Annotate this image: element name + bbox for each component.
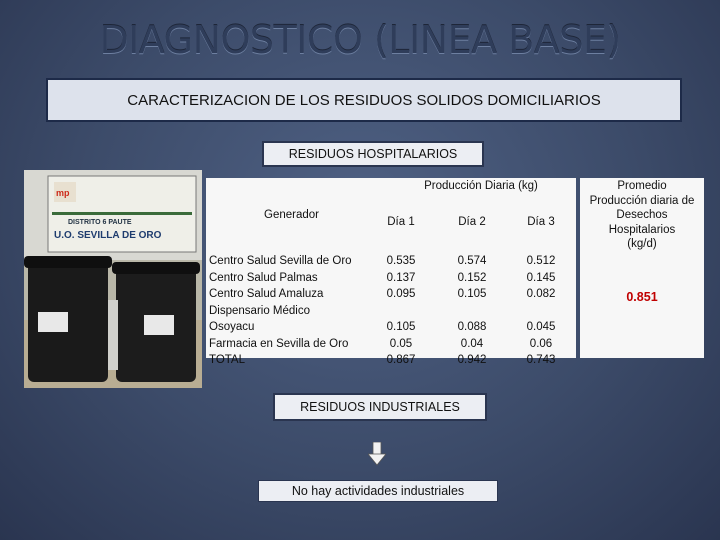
day2-header: Día 2 [458,216,486,228]
day1-value: 0.867 [386,354,416,366]
production-table [206,178,576,366]
day2-value: 0.105 [457,288,487,300]
sign-line1: DISTRITO 6 PAUTE [68,219,132,226]
day3-value: 0.045 [526,321,556,333]
day3-value: 0.082 [526,288,556,300]
table-row-name: Centro Salud Palmas [209,271,318,284]
production-header: Producción Diaria (kg) [424,180,538,192]
day2-value: 0.942 [457,354,487,366]
day1-value: 0.05 [389,337,413,350]
average-production-panel [580,178,704,358]
average-header-line: Producción diaria de [589,194,695,207]
industrial-note-box [258,480,498,502]
day1-value: 0.095 [386,288,416,300]
day2-value [442,303,502,320]
day1-column [371,253,431,369]
day1-value [371,303,431,320]
table-row-name: Osoyacu [209,321,255,333]
table-row-name: Farmacia en Sevilla de Oro [209,337,349,350]
day2-value: 0.574 [457,255,487,267]
hospital-section-label: RESIDUOS HOSPITALARIOS [288,147,458,161]
average-header [580,179,704,252]
day3-value: 0.743 [526,354,556,366]
day1-value: 0.535 [386,255,416,267]
day2-value: 0.152 [457,271,487,284]
sign-logo: mp [56,188,70,198]
hospital-section-box [262,141,484,167]
day3-value [511,303,571,320]
waste-bins-photo [24,170,202,388]
day3-header: Día 3 [527,216,555,228]
average-header-line: Desechos [616,209,668,221]
day1-header: Día 1 [387,216,415,228]
table-row-name: Centro Salud Sevilla de Oro [209,255,352,267]
day2-column [442,253,502,369]
average-header-line: Promedio [617,180,667,192]
sign-line2: U.O. SEVILLA DE ORO [54,230,162,241]
average-header-line: (kg/d) [627,238,657,250]
page-title: DIAGNOSTICO (LINEA BASE) [99,18,621,62]
day3-value: 0.145 [526,271,556,284]
average-value: 0.851 [626,290,658,304]
table-row-name: Dispensario Médico [209,304,310,317]
day2-value: 0.04 [460,337,484,350]
day2-value: 0.088 [457,321,487,333]
day3-column [511,253,571,369]
generator-header: Generador [264,209,319,221]
day1-value: 0.137 [386,271,416,284]
day3-value: 0.512 [526,255,556,267]
industrial-note: No hay actividades industriales [291,484,465,498]
day1-value: 0.105 [386,321,416,333]
average-header-line: Hospitalarios [608,223,676,236]
subtitle-banner [46,78,682,122]
industrial-section-box [273,393,487,421]
subtitle-text: CARACTERIZACION DE LOS RESIDUOS SOLIDOS DOMICILIARIOS [127,91,601,109]
generator-column [209,253,352,369]
industrial-section-label: RESIDUOS INDUSTRIALES [300,400,460,414]
arrow-down-icon [368,442,386,466]
day3-value: 0.06 [529,337,553,350]
table-row-name: TOTAL [209,354,245,366]
table-row-name: Centro Salud Amaluza [209,288,324,300]
